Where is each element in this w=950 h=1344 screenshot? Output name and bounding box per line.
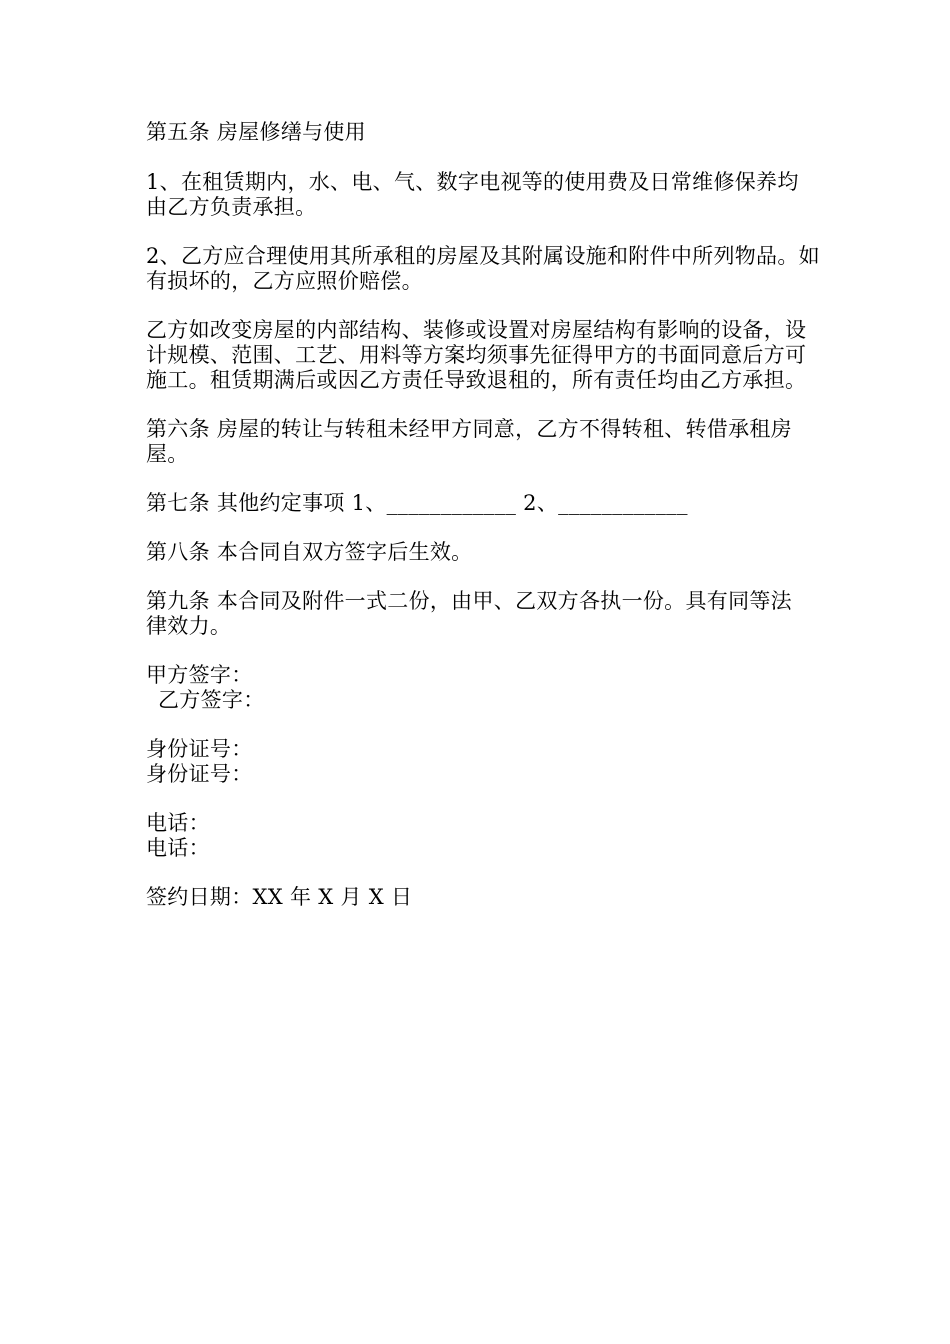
sign-date-label: 签约日期：XX 年 X 月 X 日 bbox=[146, 885, 413, 909]
phone-block bbox=[146, 811, 826, 861]
party-a-signature-label: 甲方签字： bbox=[146, 663, 253, 687]
article6: 第六条 房屋的转让与转租未经甲方同意，乙方不得转租、转借承租房屋。 bbox=[146, 417, 792, 466]
party-b-signature-label: 乙方签字： bbox=[158, 688, 265, 712]
id-block bbox=[146, 737, 826, 787]
party-a-id-label: 身份证号： bbox=[146, 737, 253, 761]
date-block bbox=[146, 885, 826, 910]
article9: 第九条 本合同及附件一式二份，由甲、乙双方各执一份。具有同等法律效力。 bbox=[146, 589, 792, 638]
contract-page bbox=[146, 120, 826, 934]
party-b-phone-label: 电话： bbox=[146, 836, 210, 860]
article5-title: 第五条 房屋修缮与使用 bbox=[146, 120, 366, 144]
article5-item2: 2、乙方应合理使用其所承租的房屋及其附属设施和附件中所列物品。如有损坏的，乙方应照价赔偿。 bbox=[146, 244, 820, 293]
article5-item3: 乙方如改变房屋的内部结构、装修或设置对房屋结构有影响的设备，设计规模、范围、工艺、用料等方案均须事先征得甲方的书面同意后方可施工。租赁期满后或因乙方责任导致退租的，所有责任均由乙方承担。 bbox=[146, 318, 807, 392]
article5-item1: 1、在租赁期内，水、电、气、数字电视等的使用费及日常维修保养均由乙方负责承担。 bbox=[146, 170, 799, 219]
party-a-phone-label: 电话： bbox=[146, 811, 210, 835]
party-b-id-label: 身份证号： bbox=[146, 762, 253, 786]
signature-block bbox=[146, 663, 826, 713]
article7: 第七条 其他约定事项 1、____________ 2、____________ bbox=[146, 491, 688, 515]
article8: 第八条 本合同自双方签字后生效。 bbox=[146, 540, 473, 564]
